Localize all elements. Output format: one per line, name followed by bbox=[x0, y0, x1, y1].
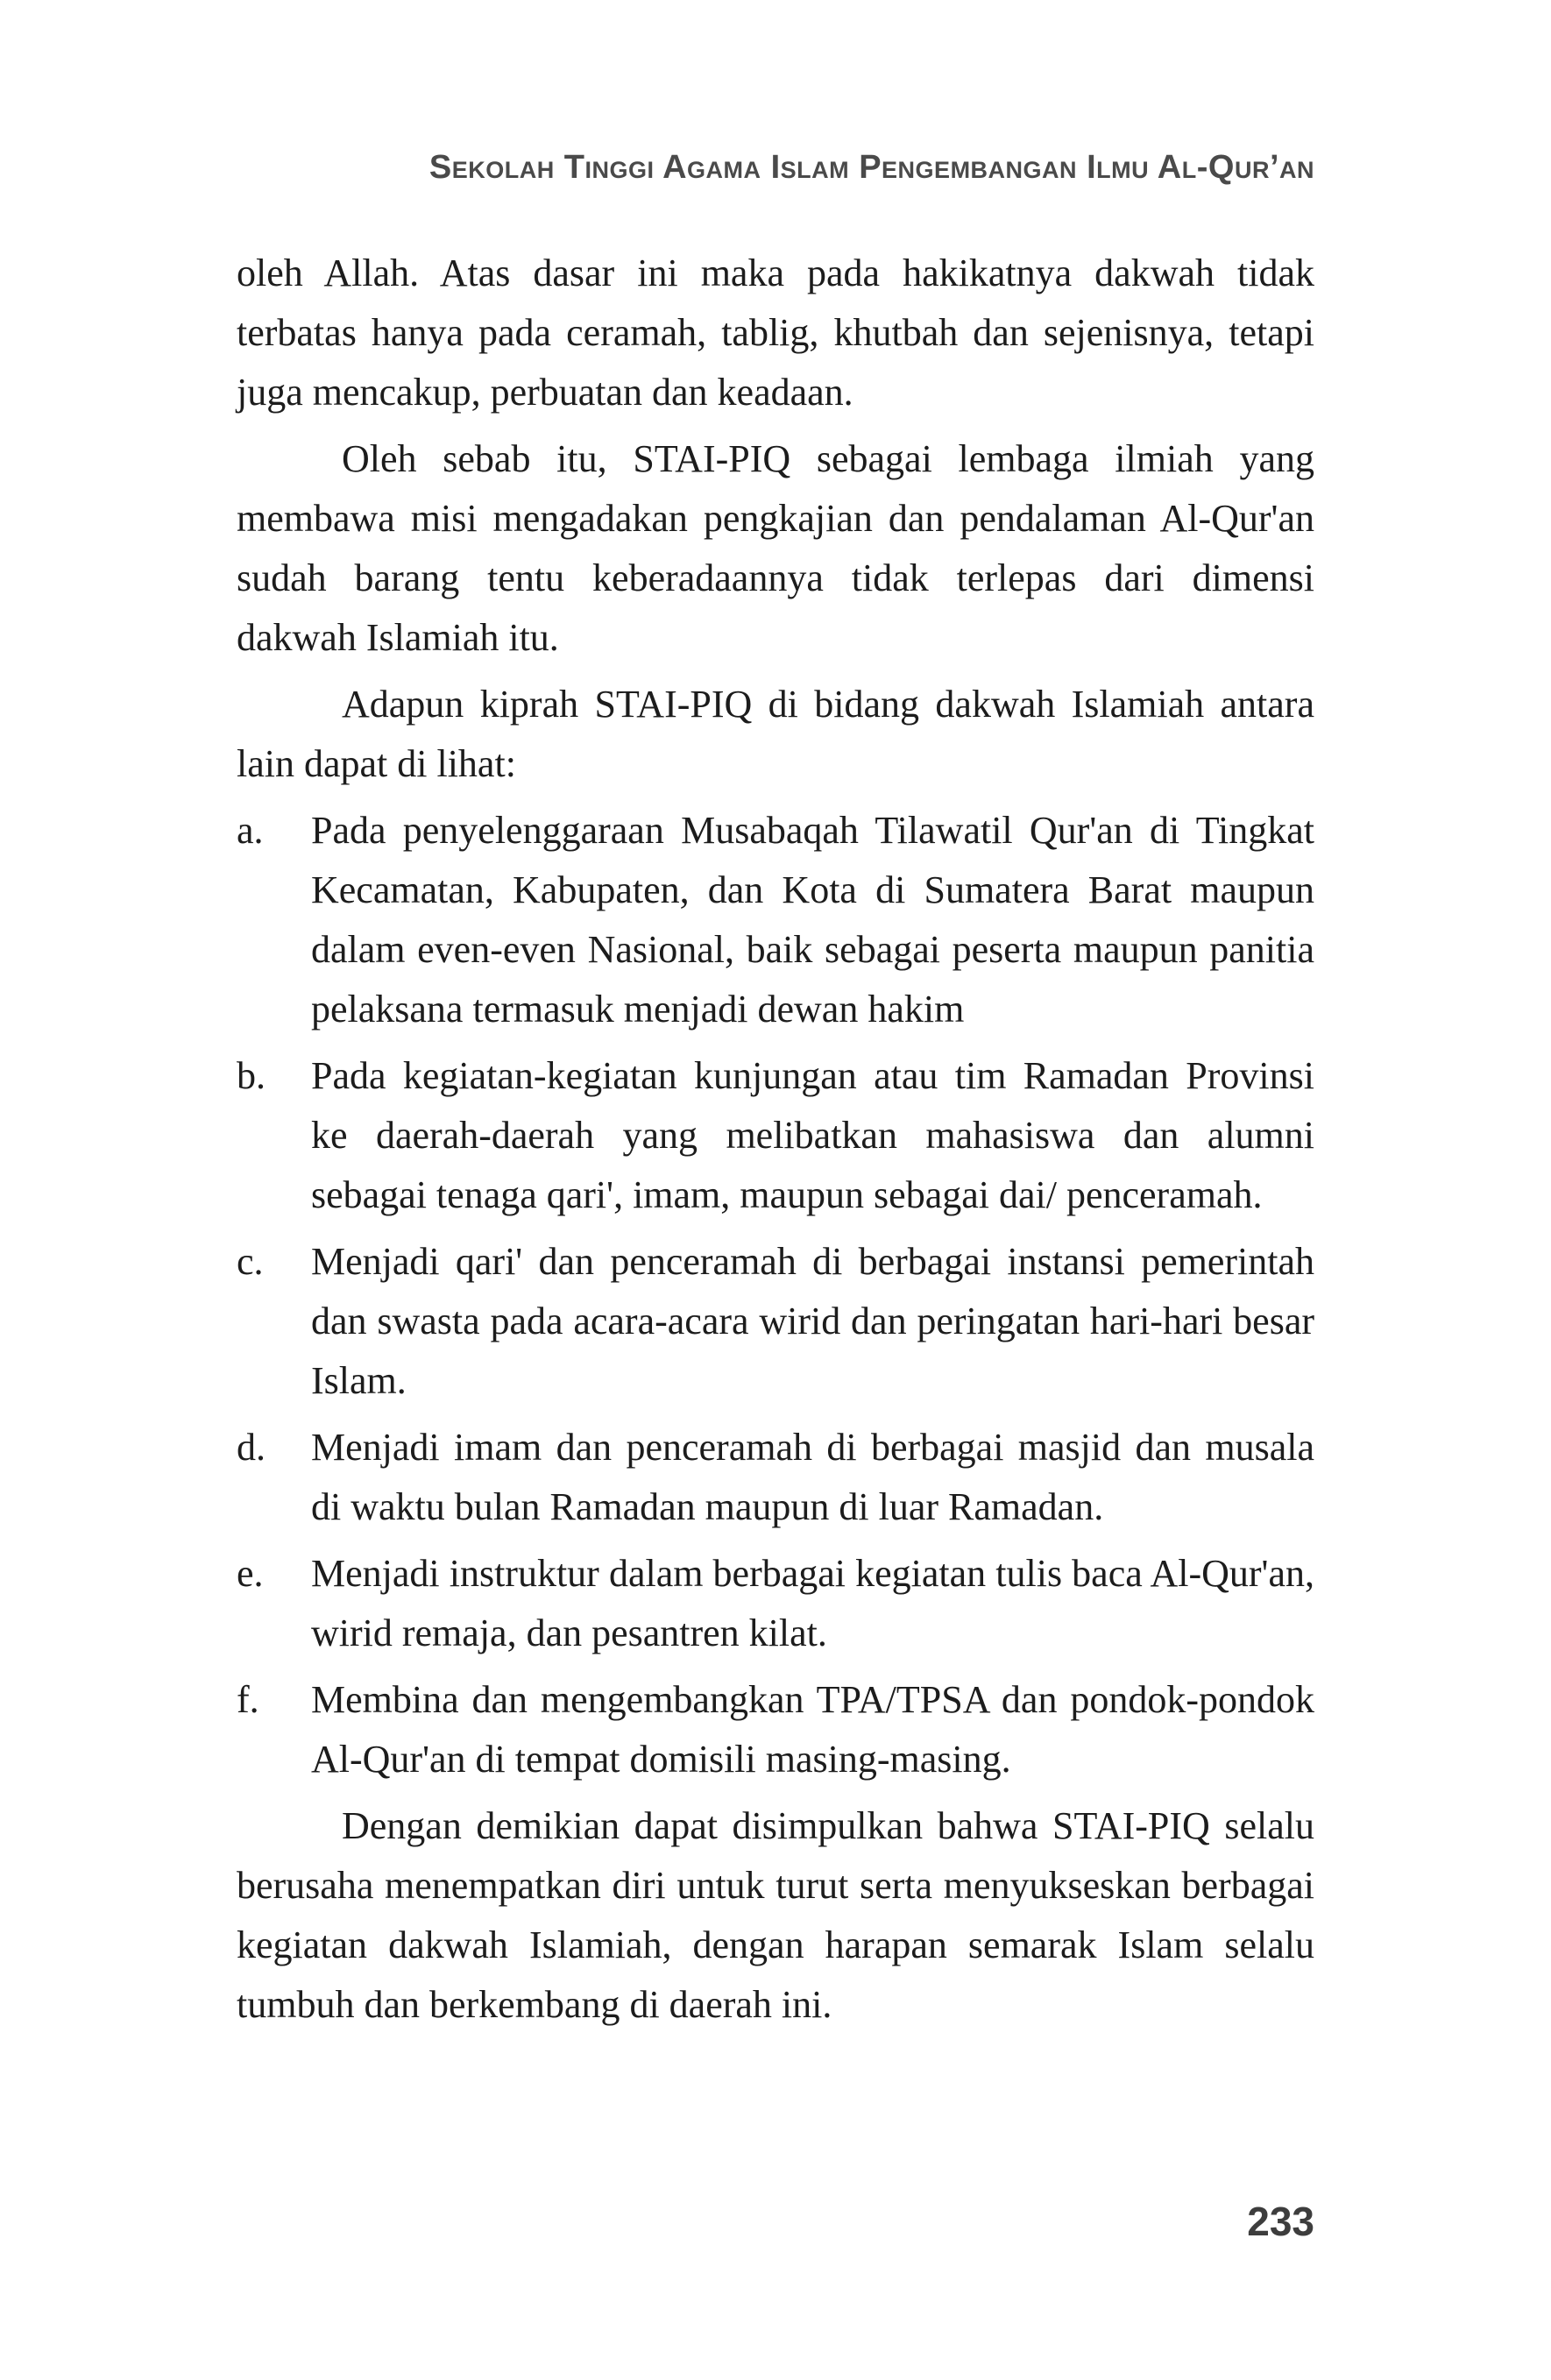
paragraph-kiprah-intro: Adapun kiprah STAI-PIQ di bidang dakwah Islamiah antara lain dapat di lihat: bbox=[237, 683, 1314, 785]
list-marker: f. bbox=[237, 1678, 259, 1721]
list-item bbox=[237, 1544, 1314, 1663]
list-item bbox=[237, 801, 1314, 1039]
list-marker: b. bbox=[237, 1054, 266, 1097]
list-marker: e. bbox=[237, 1552, 264, 1595]
kiprah-list bbox=[237, 801, 1314, 1789]
list-item bbox=[237, 1046, 1314, 1225]
paragraph-continuation: oleh Allah. Atas dasar ini maka pada hakikatnya dakwah tidak terbatas hanya pada ceramah, tablig, khutbah dan sejenisnya, tetapi juga mencakup, perbuatan dan keadaan. bbox=[237, 251, 1314, 414]
list-marker: a. bbox=[237, 809, 264, 852]
list-item-text: Menjadi qari' dan penceramah di berbagai instansi pemerintah dan swasta pada acara-acara wirid dan peringatan hari-hari besar Islam. bbox=[311, 1240, 1314, 1402]
list-item-text: Membina dan mengembangkan TPA/TPSA dan pondok-pondok Al-Qur'an di tempat domisili masing-masing. bbox=[311, 1678, 1314, 1781]
list-marker: d. bbox=[237, 1426, 266, 1469]
paragraph-stai-piq-mission: Oleh sebab itu, STAI-PIQ sebagai lembaga ilmiah yang membawa misi mengadakan pengkajian dan pendalaman Al-Qur'an sudah barang tentu keberadaannya tidak terlepas dari dimensi dakwah Islamiah itu. bbox=[237, 437, 1314, 659]
list-item-text: Pada kegiatan-kegiatan kunjungan atau tim Ramadan Provinsi ke daerah-daerah yang melibatkan mahasiswa dan alumni sebagai tenaga qari', imam, maupun sebagai dai/ penceramah. bbox=[311, 1054, 1314, 1216]
list-item bbox=[237, 1232, 1314, 1411]
list-item bbox=[237, 1670, 1314, 1789]
running-header: Sekolah Tinggi Agama Islam Pengembangan Ilmu Al-Qur’an bbox=[428, 149, 1314, 186]
list-item-text: Menjadi imam dan penceramah di berbagai masjid dan musala di waktu bulan Ramadan maupun di luar Ramadan. bbox=[311, 1426, 1314, 1528]
paragraph-conclusion: Dengan demikian dapat disimpulkan bahwa STAI-PIQ selalu berusaha menempatkan diri untuk turut serta menyukseskan berbagai kegiatan dakwah Islamiah, dengan harapan semarak Islam selalu tumbuh dan berkembang di daerah ini. bbox=[237, 1804, 1314, 2026]
list-item bbox=[237, 1418, 1314, 1537]
page-body bbox=[237, 244, 1314, 2042]
list-item-text: Pada penyelenggaraan Musabaqah Tilawatil Qur'an di Tingkat Kecamatan, Kabupaten, dan Kota di Sumatera Barat maupun dalam even-even Nasional, baik sebagai peserta maupun panitia pelaksana termasuk menjadi dewan hakim bbox=[311, 809, 1314, 1031]
page-number: 233 bbox=[1247, 2199, 1314, 2244]
list-marker: c. bbox=[237, 1240, 264, 1283]
list-item-text: Menjadi instruktur dalam berbagai kegiatan tulis baca Al-Qur'an, wirid remaja, dan pesantren kilat. bbox=[311, 1552, 1314, 1654]
